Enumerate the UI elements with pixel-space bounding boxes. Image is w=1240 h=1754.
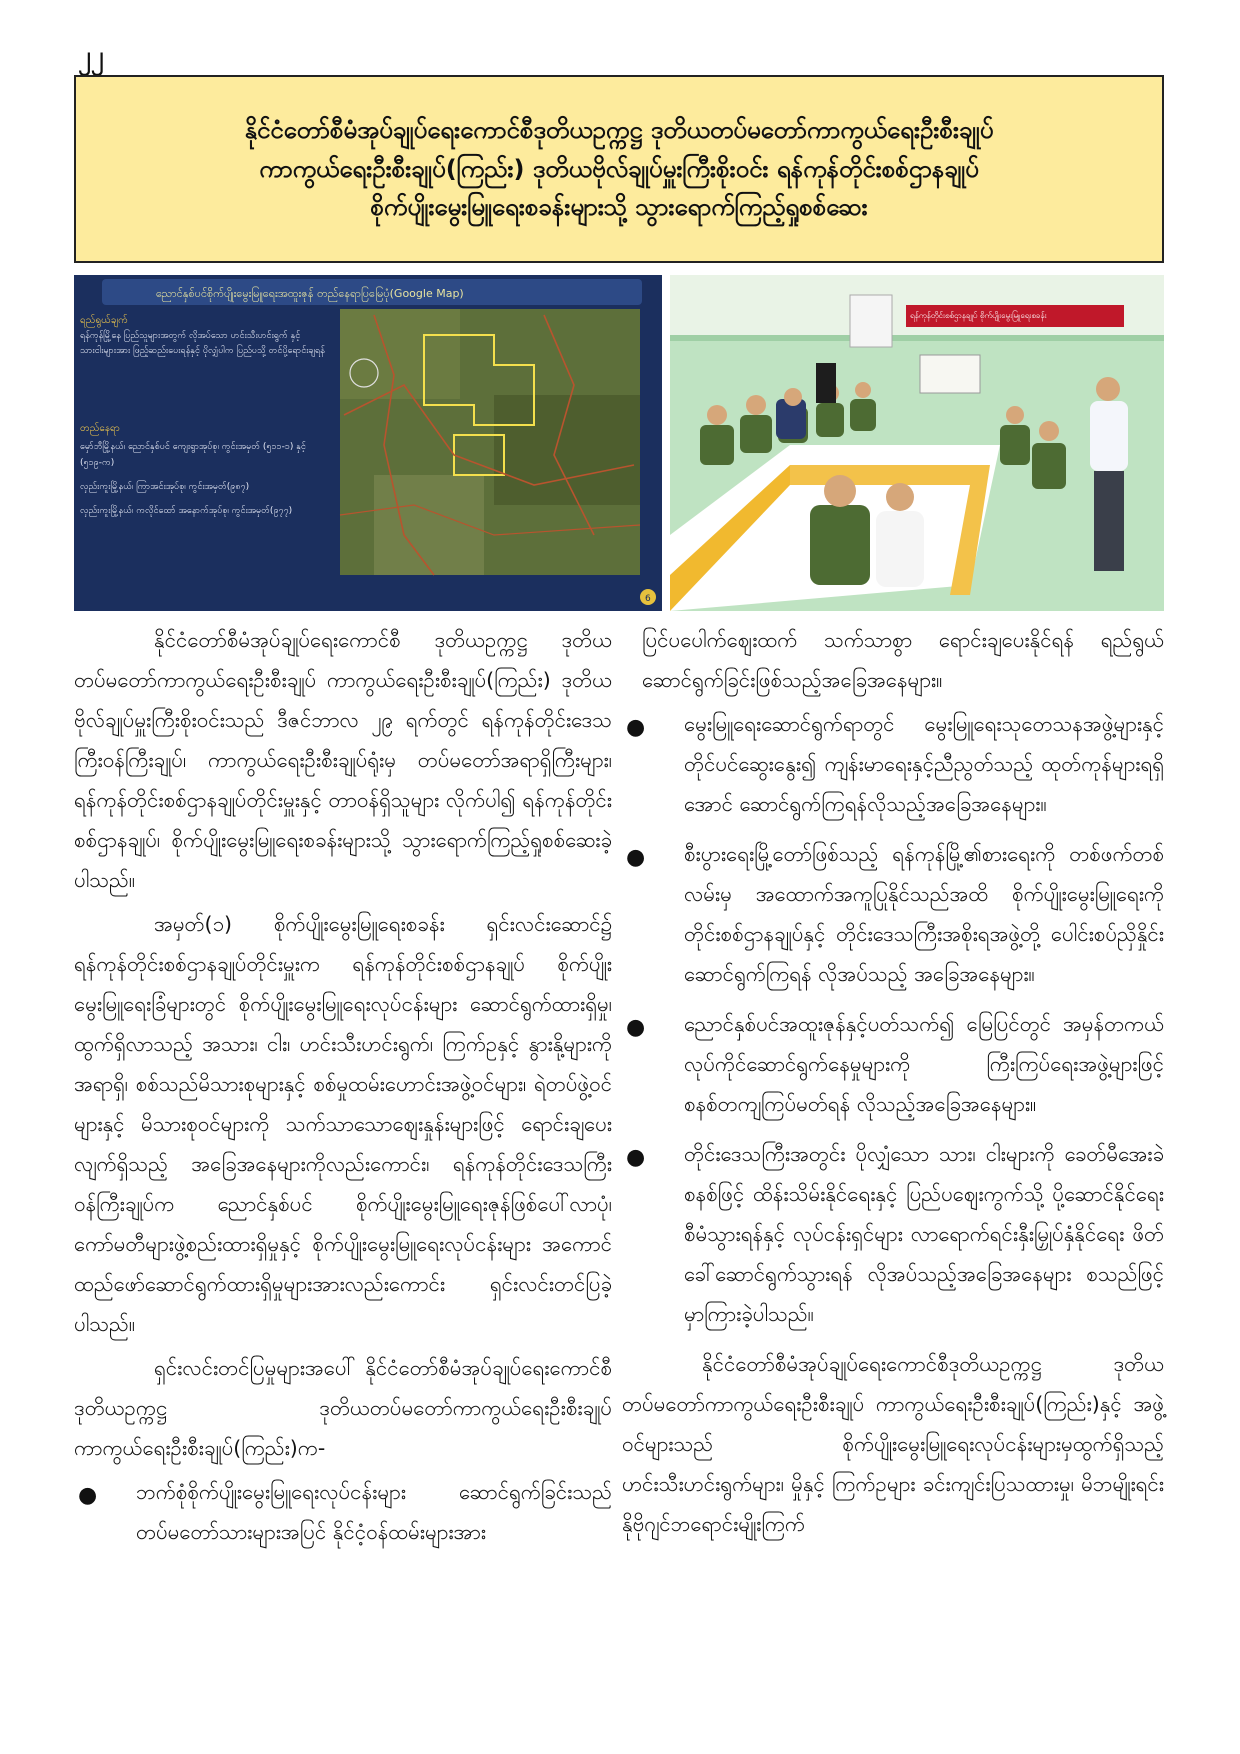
left-text-column <box>74 620 612 1562</box>
body-paragraph: ရှင်းလင်းတင်ပြမှုများအပေါ် နိုင်ငံတော်စီမံအုပ်ချုပ်ရေးကောင်စီဒုတိယဥက္ကဋ္ဌ ဒုတိယတပ်မတော်ကာကွယ်ရေးဦးစီးချုပ် ကာကွယ်ရေးဦးစီးချုပ်(ကြည်း)က- <box>74 1356 612 1460</box>
page-number: ၂၂ <box>78 41 104 71</box>
bullet-icon: ● <box>626 1145 646 1170</box>
meeting-photo <box>670 275 1164 611</box>
slide-location-item: လှည်းကူးမြို့နယ်၊ ကြာအင်းအုပ်စု၊ ကွင်းအမှတ်(၉၈၇) <box>80 482 250 492</box>
slide-location-item: မှော်ဘီမြို့နယ်၊ ညောင်နှစ်ပင် ကျေးရွာအုပ်စု၊ ကွင်းအမှတ် (၅၁၁-၁) နှင့် (၅၁၉-က) <box>80 442 306 468</box>
list-item <box>74 1472 612 1552</box>
slide-goal-label: ရည်ရွယ်ချက် <box>80 315 128 326</box>
list-item <box>622 704 1164 824</box>
slide-location-item: လှည်းကူးမြို့နယ်၊ ကလိုင်‌ထော် အနောက်အုပ်စု၊ ကွင်းအမှတ်(၉၇၇) <box>80 506 293 516</box>
list-item-text: ညောင်နှစ်ပင်အထူးဇုန်နှင့်ပတ်သက်၍ မြေပြင်တွင် အမှန်တကယ် လုပ်ကိုင်ဆောင်ရွက်နေမှုများကို ကြီးကြပ်ရေးအဖွဲ့များဖြင့် စနစ်တကျကြပ်မတ်ရန် လိုသည့်အခြေအနေများ။ <box>684 1012 1164 1116</box>
title-line-1: နိုင်ငံတော်စီမံအုပ်ချုပ်ရေးကောင်စီဒုတိယဥက္ကဋ္ဌ ဒုတိယတပ်မတော်ကာကွယ်ရေးဦးစီးချုပ် <box>244 116 994 145</box>
satellite-map-image <box>340 309 640 575</box>
article-title-box <box>74 75 1164 263</box>
title-line-3: စိုက်ပျိုးမွေးမြူရေးစခန်းများသို့ သွားရောက်ကြည့်ရှုစစ်ဆေး <box>370 193 868 222</box>
list-item-text: ဘက်စုံစိုက်ပျိုးမွေးမြူရေးလုပ်ငန်းများ ဆောင်ရွက်ခြင်းသည် တပ်မတော်သားများအပြင် နိုင်ငံ့ဝန်ထမ်းများအား <box>136 1480 612 1544</box>
bullet-icon: ● <box>78 1483 98 1508</box>
list-item <box>622 1134 1164 1334</box>
meeting-banner: ရန်ကုန်တိုင်းစစ်ဌာနချုပ် စိုက်ပျိုးမွေးမြူရေးစခန်း <box>910 311 1047 320</box>
body-paragraph: နိုင်ငံတော်စီမံအုပ်ချုပ်ရေးကောင်စီဒုတိယဥက္ကဋ္ဌ ဒုတိယတပ်မတော်ကာကွယ်ရေးဦးစီးချုပ် ကာကွယ်ရေးဦးစီးချုပ်(ကြည်း)နှင့် အဖွဲ့ဝင်များသည် စိုက်ပျိုးမွေးမြူရေးလုပ်ငန်းများမှထွက်ရှိသည့် ဟင်းသီးဟင်းရွက်များ၊ မှိုနှင့် ကြက်ဥများ ခင်းကျင်းပြသထားမှု၊ မိဘမျိုးရင်းနိုဗိုဂျင်ဘရောင်းမျိုးကြက် <box>622 1352 1164 1536</box>
instruction-list <box>74 1472 612 1552</box>
instruction-list <box>622 704 1164 1334</box>
map-slide-photo <box>74 275 662 611</box>
slide-location-label: တည်နေရာ <box>80 423 120 434</box>
list-item-text: စီးပွားရေးမြို့တော်ဖြစ်သည့် ရန်ကုန်မြို့၏စားရေးကို တစ်ဖက်တစ်လမ်းမှ အထောက်အကူပြုနိုင်သည်အထိ စိုက်ပျိုးမွေးမြူရေးကို တိုင်းစစ်ဌာနချုပ်နှင့် တိုင်းဒေသကြီးအစိုးရအဖွဲ့တို့ ပေါင်းစပ်ညှိနှိုင်းဆောင်ရွက်ကြရန် လိုအပ်သည့် အခြေအနေများ။ <box>684 842 1164 986</box>
slide-heading: ညောင်နှစ်ပင်စိုက်ပျိုးမွေးမြူရေးအထူးဇုန် တည်နေရာပြမြေပုံ(Google Map) <box>156 287 464 300</box>
list-item-text: မွေးမြူရေးဆောင်ရွက်ရာတွင် မွေးမြူရေးသုတေသနအဖွဲ့များနှင့် တိုင်ပင်ဆွေးနွေး၍ ကျန်းမာရေးနှင့်ညီညွတ်သည့် ထုတ်ကုန်များရရှိအောင် ဆောင်ရွက်ကြရန်လိုသည့်အခြေအနေများ။ <box>684 712 1164 816</box>
list-item <box>622 1004 1164 1124</box>
slide-goal-text: ရန်ကုန်မြို့နေ ပြည်သူများအတွက် လိုအပ်သော ဟင်းသီးဟင်းရွက် နှင့် သားငါးများအား ဖြည့်ဆည်းပေးရန်နှင့် ပိုလျှံပါက ပြည်ပသို့ တင်ပို့ရောင်းချရန် <box>80 331 325 356</box>
bullet-icon: ● <box>626 845 646 870</box>
body-paragraph: ပြင်ပပေါက်ဈေးထက် သက်သာစွာ ရောင်းချပေးနိုင်ရန် ရည်ရွယ်ဆောင်ရွက်ခြင်းဖြစ်သည့်အခြေအနေများ။ <box>642 628 1164 692</box>
bullet-icon: ● <box>626 715 646 740</box>
right-text-column <box>622 620 1164 1548</box>
slide-number: 6 <box>645 594 651 604</box>
bullet-icon: ● <box>626 1015 646 1040</box>
body-paragraph: အမှတ်(၁) စိုက်ပျိုးမွေးမြူရေးစခန်း ရှင်းလင်းဆောင်၌ ရန်ကုန်တိုင်းစစ်ဌာနချုပ်တိုင်းမှူးက ရန်ကုန်တိုင်းစစ်ဌာနချုပ် စိုက်ပျိုးမွေးမြူရေးခြံများတွင် စိုက်ပျိုးမွေးမြူရေးလုပ်ငန်းများ ဆောင်ရွက်ထားရှိမှု၊ ထွက်ရှိလာသည့် အသား၊ ငါး၊ ဟင်းသီးဟင်းရွက်၊ ကြက်ဥနှင့် နွားနို့များကို အရာရှိ၊ စစ်သည်မိသားစုများနှင့် စစ်မှုထမ်းဟောင်းအဖွဲ့ဝင်များ၊ ရဲတပ်ဖွဲ့ဝင်များနှင့် မိသားစုဝင်များကို သက်သာသောဈေးနှုန်းများဖြင့် ရောင်းချပေးလျက်ရှိသည့် အခြေအနေများကိုလည်းကောင်း၊ ရန်ကုန်တိုင်းဒေသကြီးဝန်ကြီးချုပ်က ညောင်နှစ်ပင် စိုက်ပျိုးမွေးမြူရေးဇုန်ဖြစ်ပေါ်လာပုံ၊ ကော်မတီများဖွဲ့စည်းထားရှိမှုနှင့် စိုက်ပျိုးမွေးမြူရေးလုပ်ငန်းများ အကောင်ထည်ဖော်ဆောင်ရွက်ထားရှိမှုများအားလည်းကောင်း ရှင်းလင်းတင်ပြခဲ့ပါသည်။ <box>74 912 612 1336</box>
list-item <box>622 834 1164 994</box>
list-item-text: တိုင်းဒေသကြီးအတွင်း ပိုလျှံသော သား၊ ငါးများကို ခေတ်မီအေးခဲစနစ်ဖြင့် ထိန်းသိမ်းနိုင်ရေးနှင့် ပြည်ပဈေးကွက်သို့ ပို့ဆောင်နိုင်ရေးစီမံသွားရန်နှင့် လုပ်ငန်းရှင်များ လာရောက်ရင်းနှီးမြှုပ်နှံနိုင်ရေး ဖိတ်ခေါ်ဆောင်ရွက်သွားရန် လိုအပ်သည့်အခြေအနေများ စသည်ဖြင့် မှာကြားခဲ့ပါသည်။ <box>684 1142 1164 1326</box>
title-line-2: ကာကွယ်ရေးဦးစီးချုပ်(ကြည်း) ဒုတိယဗိုလ်ချုပ်မှူးကြီးစိုးဝင်း ရန်ကုန်တိုင်းစစ်ဌာနချုပ် <box>259 154 979 183</box>
body-paragraph: နိုင်ငံတော်စီမံအုပ်ချုပ်ရေးကောင်စီ ဒုတိယဥက္ကဋ္ဌ ဒုတိယတပ်မတော်ကာကွယ်ရေးဦးစီးချုပ် ကာကွယ်ရေးဦးစီးချုပ်(ကြည်း) ဒုတိယဗိုလ်ချုပ်မှူးကြီးစိုးဝင်းသည် ဒီဇင်ဘာလ ၂၉ ရက်တွင် ရန်ကုန်တိုင်းဒေသကြီးဝန်ကြီးချုပ်၊ ကာကွယ်ရေးဦးစီးချုပ်ရုံးမှ တပ်မတော်အရာရှိကြီးများ၊ ရန်ကုန်တိုင်းစစ်ဌာနချုပ်တိုင်းမှူးနှင့် တာဝန်ရှိသူများ လိုက်ပါ၍ ရန်ကုန်တိုင်းစစ်ဌာနချုပ်၊ စိုက်ပျိုးမွေးမြူရေးစခန်းများသို့ သွားရောက်ကြည့်ရှုစစ်ဆေးခဲ့ပါသည်။ <box>74 628 612 892</box>
